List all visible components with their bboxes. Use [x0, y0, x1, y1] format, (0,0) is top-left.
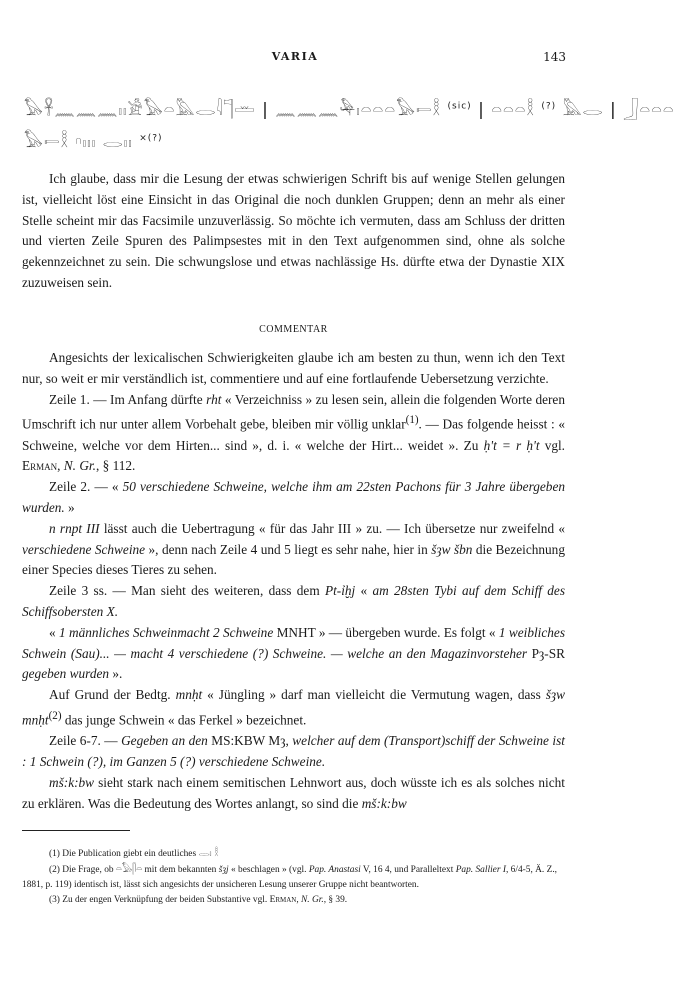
intro-paragraph: Ich glaube, dass mir die Lesung der etwas schwierigen Schrift bis auf wenige Stellen gelungen ist, vielleicht löst eine Einsicht in das Original die noch dunklen Gruppen; denn an mehr als einer Stelle scheint mir das Facsimile unzuverlässig. So möchte ich vermuten, dass am Schluss der dritten und vierten Zeile Spuren des Palimpsestes mit in den Text aufgenommen sind, ohne als solche gekennzeichnet zu sein. Die schwungslose und etwas nachlässige Hs. dürfte etwa der Dynastie XIX zuzuweisen sein. [22, 171, 565, 290]
hieroglyph-annotation: ×(?) [139, 133, 163, 144]
footnote-divider [22, 830, 130, 831]
hieroglyph-text: 𓅃𓋹𓈖𓈖𓈖𓏤𓏤𓀀𓅃𓏏𓅓𓂋𓇋𓊹𓏛 | 𓈖𓈖𓈖𓅆𓏤𓏏𓏏𓏏𓅃𓍿𓎛 [24, 100, 442, 120]
footnote-2: (2) Die Frage, ob 𓏏𓅃𓋴𓏏 mit dem bekannten šȝj « beschlagen » (vgl. Pap. Anastasi V, 16 4, und Paralleltext Pap. Sallier I, 6/4-5, Ä. Z., 1881, p. 119) identisch ist, lässt sich angesichts der unsicheren Lesung unserer Gruppe nicht beantworten. [22, 864, 558, 890]
intro-paragraph-block [22, 169, 565, 294]
hieroglyph-text: 𓅓𓂋 | 𓃀𓏏𓏏𓏏 [562, 100, 675, 120]
commentary-paragraph: n rnpt III lässt auch die Uebertragung « für das Jahr III » zu. — Ich übersetze nur zweifelnd « verschiedene Schweine », denn nach Zeile 4 und 5 liegt es sehr nahe, hier in šȝw šbn die Bezeichnung einer Species dieses Tieres zu sehen. [22, 520, 565, 578]
hieroglyph-line-2 [24, 124, 163, 153]
footnote-3: (3) Zu der engen Verknüpfung der beiden Substantive vgl. Erman, N. Gr., § 39. [49, 895, 348, 905]
hieroglyph-text: | 𓏏𓏏𓏏𓎛 [478, 100, 535, 120]
hieroglyph-line-1 [24, 92, 675, 121]
running-title: VARIA [271, 50, 319, 63]
commentary-paragraph: Zeile 2. — « 50 verschiedene Schweine, welche ihm am 22sten Pachons für 3 Jahre übergeben wurden. » [22, 479, 566, 515]
page-header [24, 50, 566, 68]
commentary-paragraph: « 1 männliches Schweinmacht 2 Schweine MNHT » — übergeben wurde. Es folgt « 1 weibliches Schwein (Sau)... — macht 4 verschiedene (?) Schweine. — welche an den Magazinvorsteher Pȝ-SR gegeben wurden ». [22, 624, 565, 682]
section-heading: COMMENTAR [259, 324, 328, 335]
commentary-paragraph: Zeile 6-7. — Gegeben an den MS:KBW Mȝ, welcher auf dem (Transport)schiff der Schweine ist : 1 Schwein (?), im Ganzen 5 (?) verschiedene Schweine. [22, 733, 565, 769]
commentary-paragraph: mš:k:bw sieht stark nach einem semitischen Lehnwort aus, doch wüsste ich es als solches nicht zu erklären. Was die Bedeutung des Wortes anlangt, so sind die mš:k:bw [22, 774, 565, 811]
commentary-paragraph: Angesichts der lexicalischen Schwierigkeiten glaube ich am besten zu thun, wenn ich den Text nur, so weit er mir verständlich ist, commentiere und auf eine fortlaufende Uebersetzung verzichte. [22, 350, 565, 386]
commentary-block [22, 348, 565, 814]
hieroglyph-annotation: (?) [541, 101, 557, 112]
hieroglyph-text: 𓅃𓍿𓎛 𓎆𓏤𓏤𓏤 𓂋𓏤𓏤 [24, 132, 133, 152]
page-number: 143 [543, 50, 566, 64]
footnote-1: (1) Die Publication giebt ein deutliches 𓂋𓏤 𓎛 [49, 848, 219, 859]
commentary-paragraph: Zeile 1. — Im Anfang dürfte rht « Verzeichniss » zu lesen sein, allein die folgenden Worte deren Umschrift ich nur unter allem Vorbehalt gebe, bleiben mir völlig unklar$^{(1)}$. — Das folgende heisst : « Schweine, welche vor dem Hirten... sind », d. i. « welche der Hirt... weidet ». Zu ḥ't = r ḥ't vgl. Erman, N. Gr., § 112. [22, 391, 566, 474]
footnotes-block [22, 846, 565, 908]
commentary-paragraph: Auf Grund der Bedtg. mnḥt « Jüngling » darf man vielleicht die Vermutung wagen, dass šȝw mnḥt$^{(2)}$ das junge Schwein « das Ferkel » bezeichnet. [22, 687, 565, 728]
hieroglyph-annotation: (sic) [447, 101, 472, 112]
commentary-paragraph: Zeile 3 ss. — Man sieht des weiteren, dass dem Pt-ỉḫj « am 28sten Tybi auf dem Schiff des Schiffsobersten X. [22, 583, 566, 619]
